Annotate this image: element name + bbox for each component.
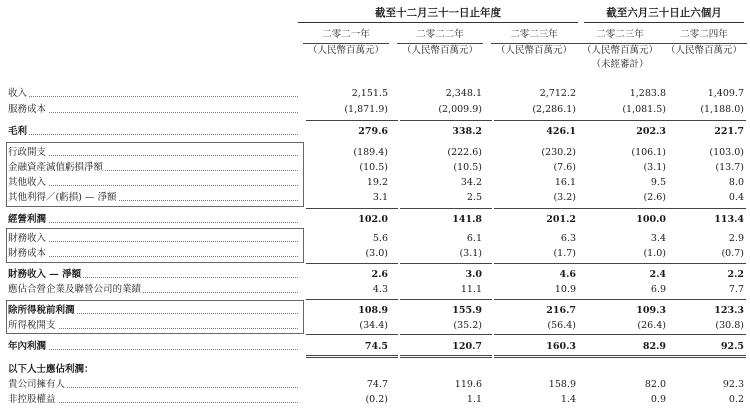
table-cell: 2.9 [728,233,744,244]
column-header-2023-h1 [574,28,666,72]
table-cell: 92.3 [722,379,744,390]
table-cell: (230.2) [541,147,576,158]
table-cell: 2.2 [727,269,744,280]
table-row [0,282,750,297]
table-cell: (1,081.5) [622,104,666,115]
column-year: 二零二三年 [491,28,577,44]
column-unit: （人民幣百萬元） [307,45,384,56]
table-cell: 2.4 [649,269,666,280]
row-label-text: 財務收入 [8,233,47,244]
table-cell: 102.0 [358,214,388,225]
table-cell: (13.7) [715,162,744,173]
row-label-text: 其他利得／(虧損) — 淨額 [8,192,117,203]
table-cell: 4.3 [372,284,388,295]
table-cell: 19.2 [366,177,388,188]
row-label-text: 貴公司擁有人 [8,379,66,390]
row-label [8,267,300,282]
column-note-unaudited: （未經審計） [591,59,649,70]
group-header-annual [298,6,578,24]
row-label-text: 年內利潤 [8,341,47,352]
table-cell: (3.2) [553,192,576,203]
row-label-text: 經營利潤 [8,214,47,225]
table-cell: 3.1 [372,192,388,203]
row-label [8,86,300,101]
row-label-text: 行政開支 [8,147,47,158]
row-label [8,102,300,117]
column-header-2021 [300,28,392,72]
table-cell: 6.3 [560,233,576,244]
table-cell: (56.4) [547,320,576,331]
table-cell: 82.9 [642,341,666,352]
row-label-text: 其他收入 [8,177,47,188]
table-cell: 1.4 [560,394,576,405]
table-row [0,124,750,139]
table-cell: 11.1 [460,284,482,295]
column-year: 二零二四年 [661,28,747,44]
group-header-six-months [584,6,744,24]
table-cell: (2.6) [643,192,666,203]
table-cell: 3.0 [465,269,482,280]
table-cell: 6.9 [650,284,666,295]
column-year: 二零二一年 [303,28,389,44]
table-cell: (3.1) [459,248,482,259]
table-cell: 202.3 [636,126,666,137]
group-header-annual-label: 截至十二月三十一日止年度 [375,7,501,19]
group-header-six-months-label: 截至六月三十日止六個月 [606,7,722,19]
table-cell: 108.9 [358,305,388,316]
table-cell: 3.4 [650,233,666,244]
table-cell: 2,712.2 [539,88,576,99]
table-cell [402,362,482,377]
table-cell: 100.0 [636,214,666,225]
row-label-text: 財務成本 [8,248,47,259]
table-cell: 158.9 [548,379,576,390]
table-row [0,392,750,407]
table-cell: 119.6 [454,379,482,390]
row-label [8,212,300,227]
table-cell: 0.4 [728,192,744,203]
column-header-2023 [488,28,580,72]
table-cell: 0.2 [728,394,744,405]
table-cell: (1,871.9) [344,104,388,115]
table-cell: 201.2 [546,214,576,225]
table-cell: 221.7 [714,126,744,137]
row-label-text: 以下人士應佔利潤： [8,364,94,375]
row-label [8,362,300,377]
row-label-text: 非控股權益 [8,394,56,405]
column-unit: （人民幣百萬元） [401,45,478,56]
table-cell: (2,009.9) [438,104,482,115]
table-cell: 216.7 [546,305,576,316]
table-row [0,362,750,377]
table-row [0,86,750,101]
table-cell [308,362,388,377]
table-cell: (3.1) [643,162,666,173]
table-cell: 1.1 [466,394,482,405]
table-cell: (34.4) [359,320,388,331]
table-cell: (1.0) [643,248,666,259]
column-unit: （人民幣百萬元） [665,45,742,56]
table-cell: 0.9 [650,394,666,405]
table-cell: 141.8 [452,214,482,225]
table-cell: 123.3 [714,305,744,316]
table-cell: 34.2 [460,177,482,188]
table-cell: 155.9 [452,305,482,316]
table-cell: (30.8) [715,320,744,331]
row-label-text: 收入 [8,88,28,99]
column-year: 二零二三年 [577,28,663,44]
column-unit: （人民幣百萬元） [581,45,658,56]
table-cell: 82.0 [644,379,666,390]
table-cell: 109.3 [636,305,666,316]
row-label [8,339,300,354]
row-label-text: 毛利 [8,126,28,137]
table-cell: 2.6 [371,269,388,280]
table-cell: (10.5) [453,162,482,173]
table-cell: 92.5 [720,341,744,352]
table-row [0,339,750,354]
row-label [8,282,300,297]
table-cell: 113.4 [714,214,744,225]
row-label [8,392,300,407]
table-cell [496,362,576,377]
table-cell [586,362,666,377]
table-cell: (2,286.1) [532,104,576,115]
table-cell: 4.6 [559,269,576,280]
table-cell: (35.2) [453,320,482,331]
row-label-text: 金融資產減值虧損淨額 [8,162,104,173]
row-label [8,377,300,392]
table-cell: 338.2 [452,126,482,137]
table-cell: 160.3 [546,341,576,352]
table-cell: 2,151.5 [351,88,388,99]
table-cell [664,362,744,377]
table-cell: (0.2) [365,394,388,405]
table-cell: 74.5 [364,341,388,352]
table-cell: (26.4) [637,320,666,331]
row-label-text: 財務收入 — 淨額 [8,269,82,280]
column-header-2024-h1 [658,28,750,72]
table-cell: 10.9 [554,284,576,295]
table-cell: (106.1) [631,147,666,158]
table-cell: (189.4) [353,147,388,158]
table-cell: 426.1 [546,126,576,137]
table-cell: 279.6 [358,126,388,137]
table-row [0,190,750,205]
table-cell: (0.7) [721,248,744,259]
table-cell: (103.0) [709,147,744,158]
table-cell: (10.5) [359,162,388,173]
row-label-text: 應佔合營企業及聯營公司的業績 [8,284,142,295]
row-label-text: 服務成本 [8,104,47,115]
table-cell: 8.0 [728,177,744,188]
table-cell: 74.7 [366,379,388,390]
table-cell: 1,283.8 [629,88,666,99]
table-cell: 16.1 [554,177,576,188]
table-row [0,377,750,392]
column-unit: （人民幣百萬元） [495,45,572,56]
table-cell: (1.7) [553,248,576,259]
table-cell: 1,409.7 [707,88,744,99]
table-row [0,212,750,227]
row-label-text: 除所得稅前利潤 [8,305,75,316]
table-cell: 9.5 [650,177,666,188]
table-cell: 2.5 [466,192,482,203]
table-cell: (7.6) [553,162,576,173]
table-cell: (222.6) [447,147,482,158]
table-cell: 6.1 [466,233,482,244]
table-row [0,102,750,117]
table-row [0,267,750,282]
table-cell: 7.7 [728,284,744,295]
row-label-text: 所得稅開支 [8,320,56,331]
table-cell: 120.7 [452,341,482,352]
column-year: 二零二二年 [397,28,483,44]
table-cell: 2,348.1 [445,88,482,99]
row-label [8,124,300,139]
table-cell: 5.6 [372,233,388,244]
table-cell: (1,188.0) [700,104,744,115]
column-header-2022 [394,28,486,72]
table-cell: (3.0) [365,248,388,259]
